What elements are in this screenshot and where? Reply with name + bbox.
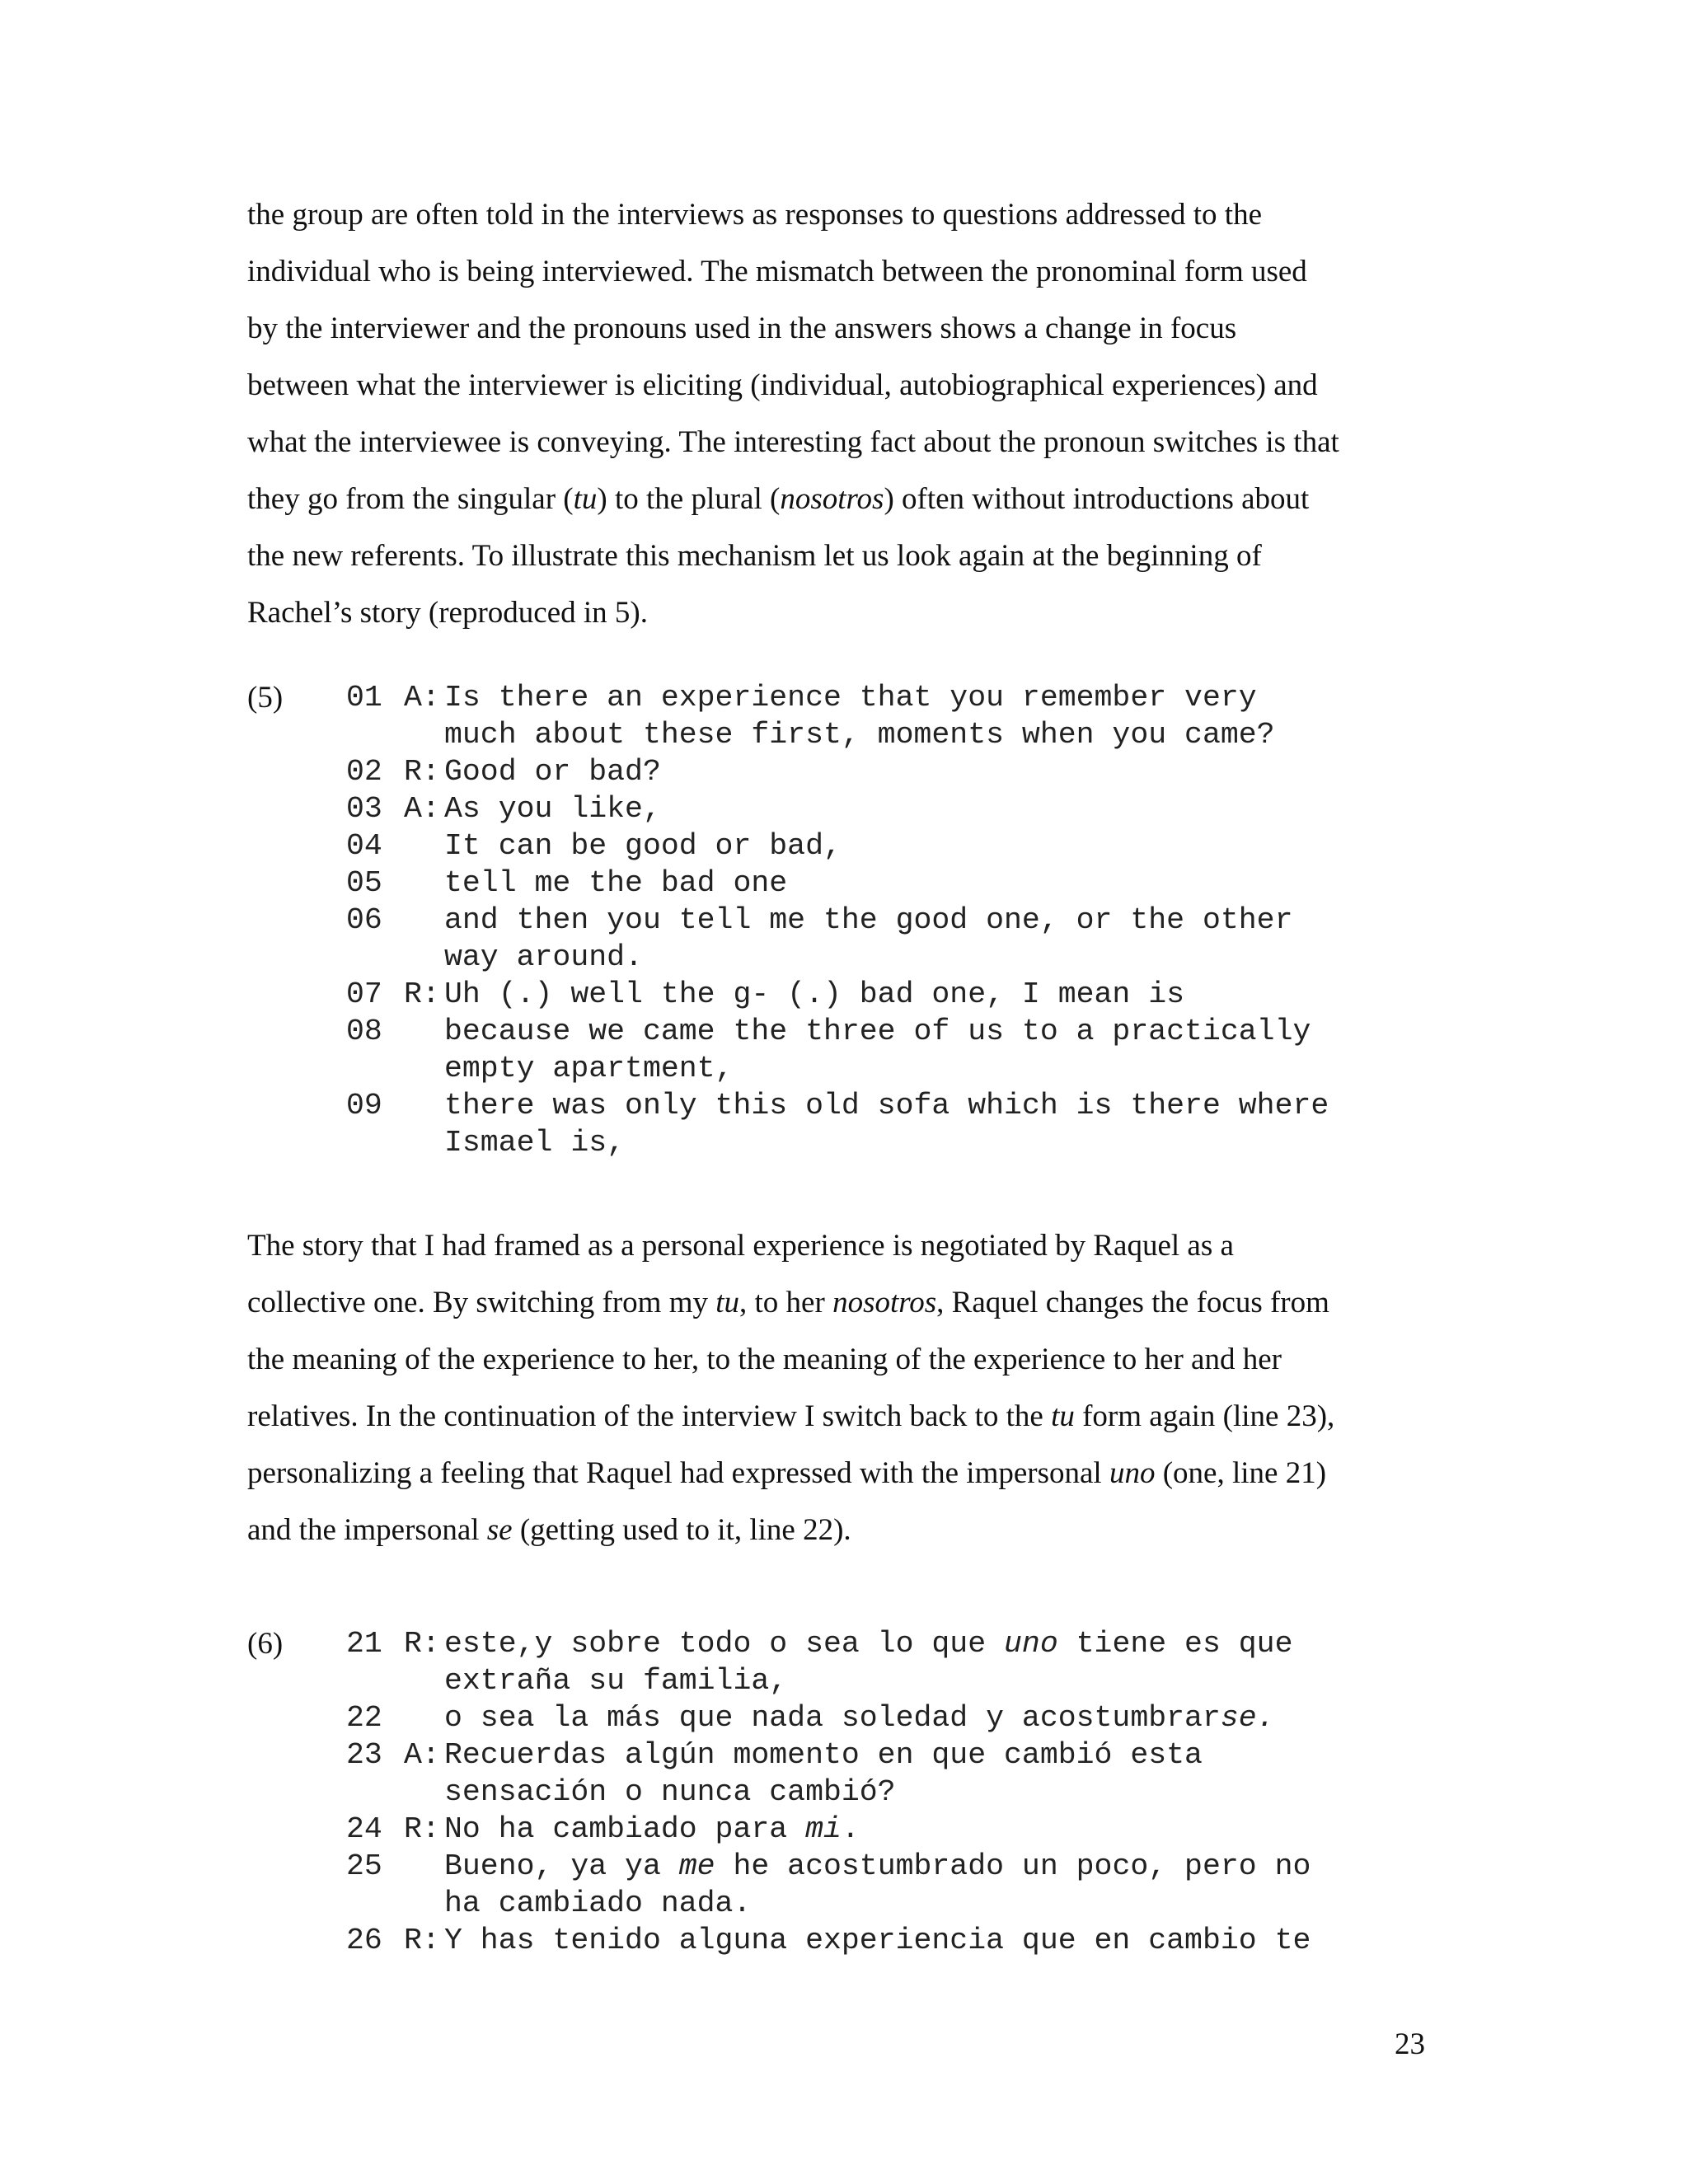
- utterance-text: Bueno, ya ya me he acostumbrado un poco, pero no: [444, 1849, 1311, 1883]
- speaker-label: A:: [404, 792, 440, 826]
- paragraph-line: and the impersonal se (getting used to it, line 22).: [247, 1513, 851, 1547]
- speaker-label: R:: [404, 755, 440, 789]
- transcript-line: [346, 1736, 1203, 1774]
- utterance-text: extraña su familia,: [444, 1664, 788, 1698]
- paragraph-line: the meaning of the experience to her, to the meaning of the experience to her and her: [247, 1343, 1282, 1376]
- transcript-line: [346, 827, 842, 865]
- transcript-line: [346, 1885, 751, 1922]
- italic-term: se: [486, 1513, 513, 1547]
- transcript-line: [346, 939, 643, 976]
- italic-term: tu: [1051, 1399, 1075, 1433]
- utterance-text: Recuerdas algún momento en que cambió esta: [444, 1738, 1203, 1772]
- line-number: 23: [346, 1738, 382, 1772]
- utterance-text: sensación o nunca cambió?: [444, 1775, 896, 1809]
- utterance-text: way around.: [444, 940, 643, 974]
- speaker-label: R:: [404, 1812, 440, 1846]
- utterance-text: ha cambiado nada.: [444, 1886, 752, 1920]
- transcript-line: [346, 1848, 1311, 1885]
- utterance-text: and then you tell me the good one, or the other: [444, 903, 1293, 937]
- transcript-line: [346, 1699, 1275, 1736]
- transcript-line: [346, 1625, 1292, 1662]
- line-number: 26: [346, 1924, 382, 1957]
- speaker-label: R:: [404, 1627, 440, 1661]
- line-number: 02: [346, 755, 382, 789]
- utterance-text: este,y sobre todo o sea lo que uno tiene es que: [444, 1627, 1293, 1661]
- italic-term: nosotros: [780, 482, 884, 516]
- example-label: (5): [247, 681, 284, 715]
- utterance-text: Is there an experience that you remember very: [444, 681, 1257, 715]
- transcript-line: [346, 1662, 787, 1699]
- transcript-line: [346, 1050, 733, 1087]
- speaker-label: A:: [404, 1738, 440, 1772]
- transcript-line: [346, 1013, 1311, 1050]
- transcript-line: [346, 1087, 1329, 1124]
- utterance-text: Ismael is,: [444, 1126, 626, 1160]
- line-number: 04: [346, 829, 382, 863]
- utterance-text: No ha cambiado para mi.: [444, 1812, 860, 1846]
- utterance-text: empty apartment,: [444, 1052, 734, 1085]
- italic-term: tu: [573, 482, 598, 516]
- italic-term: uno: [1109, 1456, 1156, 1490]
- line-number: 07: [346, 977, 382, 1011]
- speaker-label: R:: [404, 977, 440, 1011]
- transcript-line: [346, 902, 1292, 939]
- utterance-text: Y has tenido alguna experiencia que en cambio te: [444, 1924, 1311, 1957]
- transcript-line: [346, 976, 1184, 1013]
- transcript-line: [346, 865, 787, 902]
- line-number: 08: [346, 1015, 382, 1048]
- paragraph-line: collective one. By switching from my tu, to her nosotros, Raquel changes the focus from: [247, 1286, 1329, 1319]
- paragraph-line: what the interviewee is conveying. The interesting fact about the pronoun switches is that: [247, 425, 1339, 459]
- body-paragraph-1: [247, 186, 1451, 641]
- transcript-line: [346, 1922, 1311, 1959]
- example-label: (6): [247, 1627, 284, 1661]
- line-number: 05: [346, 866, 382, 900]
- page-number: 23: [1395, 2027, 1425, 2061]
- utterance-text: o sea la más que nada soledad y acostumbrarse.: [444, 1701, 1275, 1735]
- paragraph-line: personalizing a feeling that Raquel had expressed with the impersonal uno (one, line 21): [247, 1456, 1327, 1490]
- paragraph-line: the new referents. To illustrate this mechanism let us look again at the beginning of: [247, 539, 1262, 573]
- transcript-line: [346, 716, 1275, 753]
- transcript-line: [346, 1774, 896, 1811]
- speaker-label: R:: [404, 1924, 440, 1957]
- transcript-line: [346, 679, 1257, 716]
- italic-term: nosotros: [832, 1286, 937, 1319]
- line-number: 25: [346, 1849, 382, 1883]
- utterance-text: Good or bad?: [444, 755, 661, 789]
- paragraph-line: The story that I had framed as a personal experience is negotiated by Raquel as a: [247, 1229, 1234, 1263]
- line-number: 01: [346, 681, 382, 715]
- paragraph-line: between what the interviewer is eliciting (individual, autobiographical experiences) and: [247, 368, 1318, 402]
- line-number: 09: [346, 1089, 382, 1122]
- body-paragraph-2: [247, 1217, 1451, 1558]
- transcript-line: [346, 1811, 860, 1848]
- utterance-text: tell me the bad one: [444, 866, 788, 900]
- utterance-text: because we came the three of us to a practically: [444, 1015, 1311, 1048]
- line-number: 21: [346, 1627, 382, 1661]
- utterance-text: there was only this old sofa which is there where: [444, 1089, 1329, 1122]
- paragraph-line: by the interviewer and the pronouns used in the answers shows a change in focus: [247, 312, 1237, 345]
- utterance-text: It can be good or bad,: [444, 829, 842, 863]
- transcript-line: [346, 1124, 625, 1161]
- transcript-line: [346, 753, 661, 790]
- paragraph-line: the group are often told in the interviews as responses to questions addressed to the: [247, 198, 1262, 232]
- transcript-line: [346, 790, 661, 827]
- paragraph-line: individual who is being interviewed. The mismatch between the pronominal form used: [247, 255, 1307, 288]
- line-number: 06: [346, 903, 382, 937]
- line-number: 22: [346, 1701, 382, 1735]
- paragraph-line: they go from the singular (tu) to the plural (nosotros) often without introductions about: [247, 482, 1310, 516]
- italic-term: tu: [715, 1286, 740, 1319]
- utterance-text: much about these first, moments when you came?: [444, 718, 1275, 752]
- speaker-label: A:: [404, 681, 440, 715]
- paragraph-line: Rachel’s story (reproduced in 5).: [247, 596, 648, 630]
- line-number: 03: [346, 792, 382, 826]
- utterance-text: Uh (.) well the g- (.) bad one, I mean is: [444, 977, 1185, 1011]
- utterance-text: As you like,: [444, 792, 661, 826]
- line-number: 24: [346, 1812, 382, 1846]
- paragraph-line: relatives. In the continuation of the interview I switch back to the tu form again (line 23),: [247, 1399, 1335, 1433]
